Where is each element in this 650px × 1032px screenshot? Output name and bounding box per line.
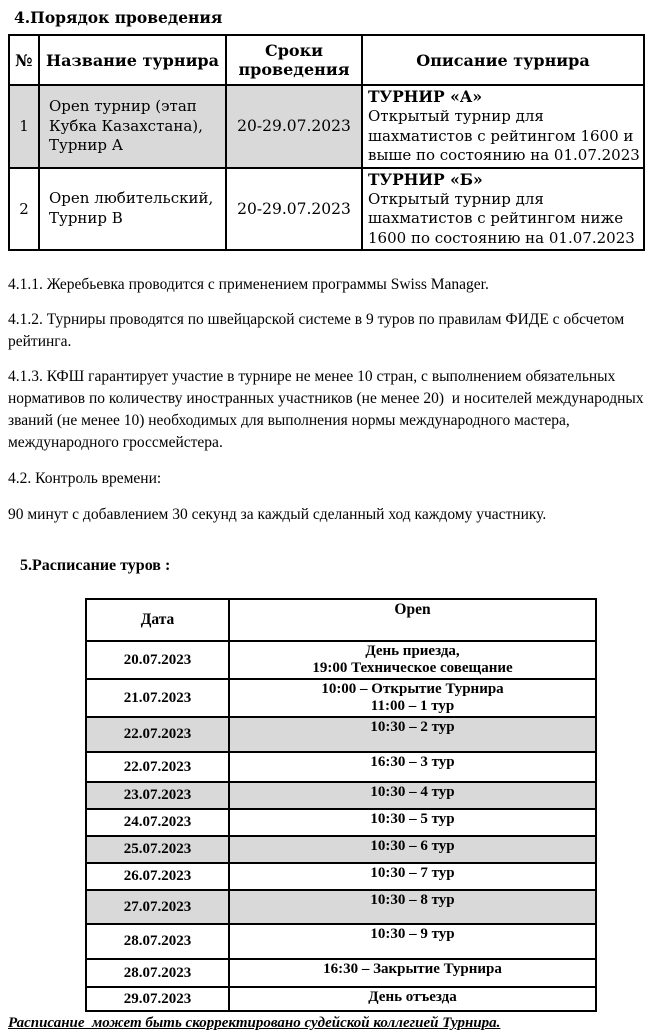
table-row xyxy=(86,717,596,752)
column-header-open: Open xyxy=(229,599,596,641)
schedule-event-line: 10:30 – 5 тур xyxy=(370,811,455,828)
schedule-event xyxy=(229,924,596,959)
tournament-description xyxy=(362,168,644,251)
table-row xyxy=(86,836,596,863)
regulations-paragraphs xyxy=(8,274,646,526)
schedule-event xyxy=(229,717,596,752)
schedule-event-line: 10:30 – 2 тур xyxy=(370,719,455,736)
column-header-number: № xyxy=(9,35,39,85)
table-row xyxy=(86,641,596,679)
schedule-date: 24.07.2023 xyxy=(86,809,229,836)
schedule-date: 22.07.2023 xyxy=(86,717,229,752)
table-row xyxy=(86,924,596,959)
schedule-event xyxy=(229,641,596,679)
tournament-description-body: Открытый турнир для шахматистов с рейтингом 1600 и выше по состоянию на 01.07.2023 xyxy=(368,107,640,165)
table-row xyxy=(9,168,644,251)
schedule-event xyxy=(229,752,596,782)
tournament-description-title: ТУРНИР «Б» xyxy=(368,169,483,189)
paragraph-time-control: 90 минут с добавлением 30 секунд за каждый сделанный ход каждому участнику. xyxy=(8,506,547,524)
schedule-event xyxy=(229,863,596,890)
schedule-event-line: День приезда, xyxy=(365,643,460,660)
column-header-date: Дата xyxy=(86,599,229,641)
schedule-event-line: 10:30 – 4 тур xyxy=(370,784,455,801)
schedule-date: 26.07.2023 xyxy=(86,863,229,890)
table-row xyxy=(86,987,596,1011)
schedule-event-line: 16:30 – 3 тур xyxy=(370,754,455,771)
table-row xyxy=(86,782,596,809)
paragraph-4-1-3: 4.1.3. КФШ гарантирует участие в турнире не менее 10 стран, с выполнением обязательных нормативов по количеству иностранных участников (не менее 20) и носителей международных званий (не менее 10) необходимых для выполнения нормы международного мастера, международного гроссмейстера. xyxy=(8,368,648,452)
schedule-date: 23.07.2023 xyxy=(86,782,229,809)
schedule-event-line: 16:30 – Закрытие Турнира xyxy=(323,961,502,978)
schedule-date: 29.07.2023 xyxy=(86,987,229,1011)
tournament-description-body: Открытый турнир для шахматистов с рейтингом ниже 1600 по состоянию на 01.07.2023 xyxy=(368,189,635,247)
schedule-event xyxy=(229,959,596,987)
tournament-description xyxy=(362,85,644,168)
table-row xyxy=(86,809,596,836)
column-header-tournament-name: Название турнира xyxy=(39,35,226,85)
schedule-date: 21.07.2023 xyxy=(86,679,229,717)
schedule-date: 22.07.2023 xyxy=(86,752,229,782)
schedule-event-line: 19:00 Техническое совещание xyxy=(312,660,513,677)
tournament-description-title: ТУРНИР «А» xyxy=(368,87,483,106)
paragraph-4-1-1: 4.1.1. Жеребьевка проводится с применением программы Swiss Manager. xyxy=(8,276,489,294)
schedule-event xyxy=(229,836,596,863)
schedule-date: 25.07.2023 xyxy=(86,836,229,863)
paragraph-4-2: 4.2. Контроль времени: xyxy=(8,470,162,488)
tournament-dates: 20-29.07.2023 xyxy=(226,85,362,168)
schedule-table xyxy=(85,598,597,1012)
column-header-dates: Сроки проведения xyxy=(226,35,362,85)
schedule-event-line: 10:30 – 6 тур xyxy=(370,838,455,855)
column-header-description: Описание турнира xyxy=(362,35,644,85)
tournaments-table-header-row xyxy=(9,35,644,85)
schedule-event xyxy=(229,890,596,924)
schedule-event-line: 10:30 – 8 тур xyxy=(370,892,455,909)
schedule-date: 28.07.2023 xyxy=(86,924,229,959)
tournaments-table xyxy=(8,34,645,251)
section-5-heading: 5.Расписание туров : xyxy=(20,557,171,575)
tournament-name: Open любительский, Турнир В xyxy=(39,168,226,251)
schedule-table-header-row xyxy=(86,599,596,641)
paragraph-4-1-2: 4.1.2. Турниры проводятся по швейцарской системе в 9 туров по правилам ФИДЕ с обсчетом рейтинга. xyxy=(8,311,629,351)
table-row xyxy=(86,752,596,782)
tournament-number: 2 xyxy=(9,168,39,251)
table-row xyxy=(9,85,644,168)
tournament-name: Open турнир (этап Кубка Казахстана), Турнир А xyxy=(39,85,226,168)
schedule-footnote: Расписание может быть скорректировано судейской коллегией Турнира. xyxy=(8,1015,501,1032)
schedule-event-line: 10:30 – 7 тур xyxy=(370,865,455,882)
schedule-event-line: 11:00 – 1 тур xyxy=(370,698,455,715)
schedule-date: 27.07.2023 xyxy=(86,890,229,924)
table-row xyxy=(86,863,596,890)
tournament-dates: 20-29.07.2023 xyxy=(226,168,362,251)
tournament-number: 1 xyxy=(9,85,39,168)
table-row xyxy=(86,679,596,717)
schedule-event xyxy=(229,809,596,836)
schedule-event-line: 10:00 – Открытие Турнира xyxy=(321,681,504,698)
schedule-date: 20.07.2023 xyxy=(86,641,229,679)
schedule-event-line: День отъезда xyxy=(368,989,457,1006)
table-row xyxy=(86,890,596,924)
schedule-event-line: 10:30 – 9 тур xyxy=(370,926,455,943)
schedule-event xyxy=(229,679,596,717)
section-4-heading: 4.Порядок проведения xyxy=(14,8,223,27)
table-row xyxy=(86,959,596,987)
schedule-event xyxy=(229,987,596,1011)
schedule-date: 28.07.2023 xyxy=(86,959,229,987)
schedule-event xyxy=(229,782,596,809)
